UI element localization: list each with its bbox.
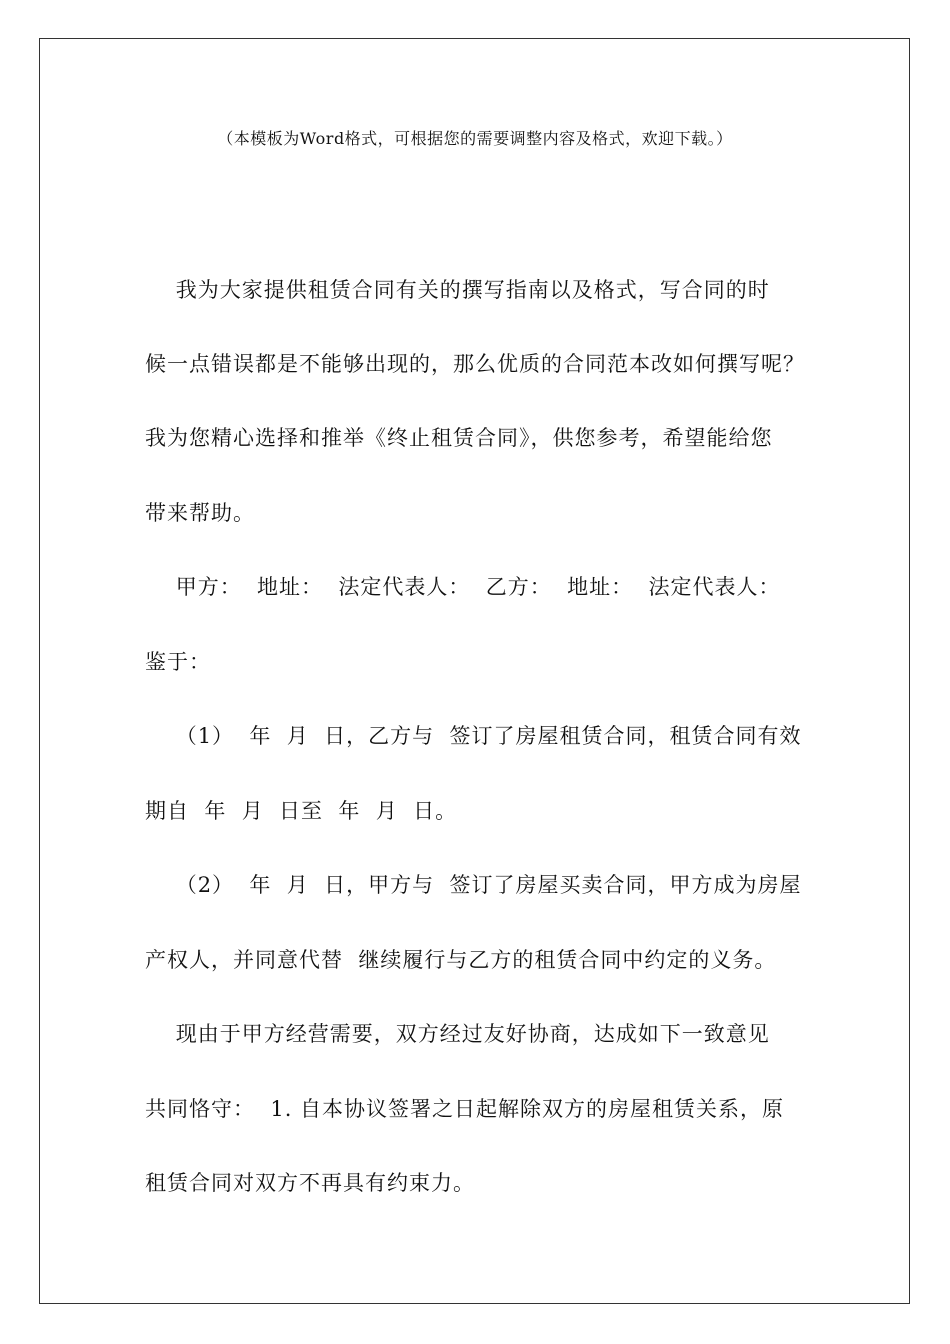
- agreement-line: 共同恪守： 1. 自本协议签署之日起解除双方的房屋租赁关系，原: [145, 1097, 785, 1121]
- template-notice: （本模板为Word格式，可根据您的需要调整内容及格式，欢迎下载。）: [217, 129, 733, 148]
- body-line: 我为大家提供租赁合同有关的撰写指南以及格式，写合同的时: [145, 278, 770, 302]
- body-line: 候一点错误都是不能够出现的，那么优质的合同范本改如何撰写呢？: [145, 352, 805, 376]
- whereas-heading: 鉴于：: [145, 650, 211, 674]
- clause-1-line: 期自 年 月 日至 年 月 日。: [145, 799, 458, 823]
- agreement-line: 现由于甲方经营需要，双方经过友好协商，达成如下一致意见: [145, 1022, 770, 1046]
- clause-2-line: （2） 年 月 日，甲方与 签订了房屋买卖合同，甲方成为房屋: [145, 873, 802, 897]
- agreement-line: 租赁合同对双方不再具有约束力。: [145, 1171, 475, 1195]
- body-line: 带来帮助。: [145, 501, 255, 525]
- parties-line: 甲方： 地址： 法定代表人： 乙方： 地址： 法定代表人：: [145, 575, 781, 599]
- clause-2-line: 产权人，并同意代替 继续履行与乙方的租赁合同中约定的义务。: [145, 948, 777, 972]
- body-line: 我为您精心选择和推举《终止租赁合同》，供您参考，希望能给您: [145, 426, 773, 450]
- clause-1-line: （1） 年 月 日，乙方与 签订了房屋租赁合同，租赁合同有效: [145, 724, 802, 748]
